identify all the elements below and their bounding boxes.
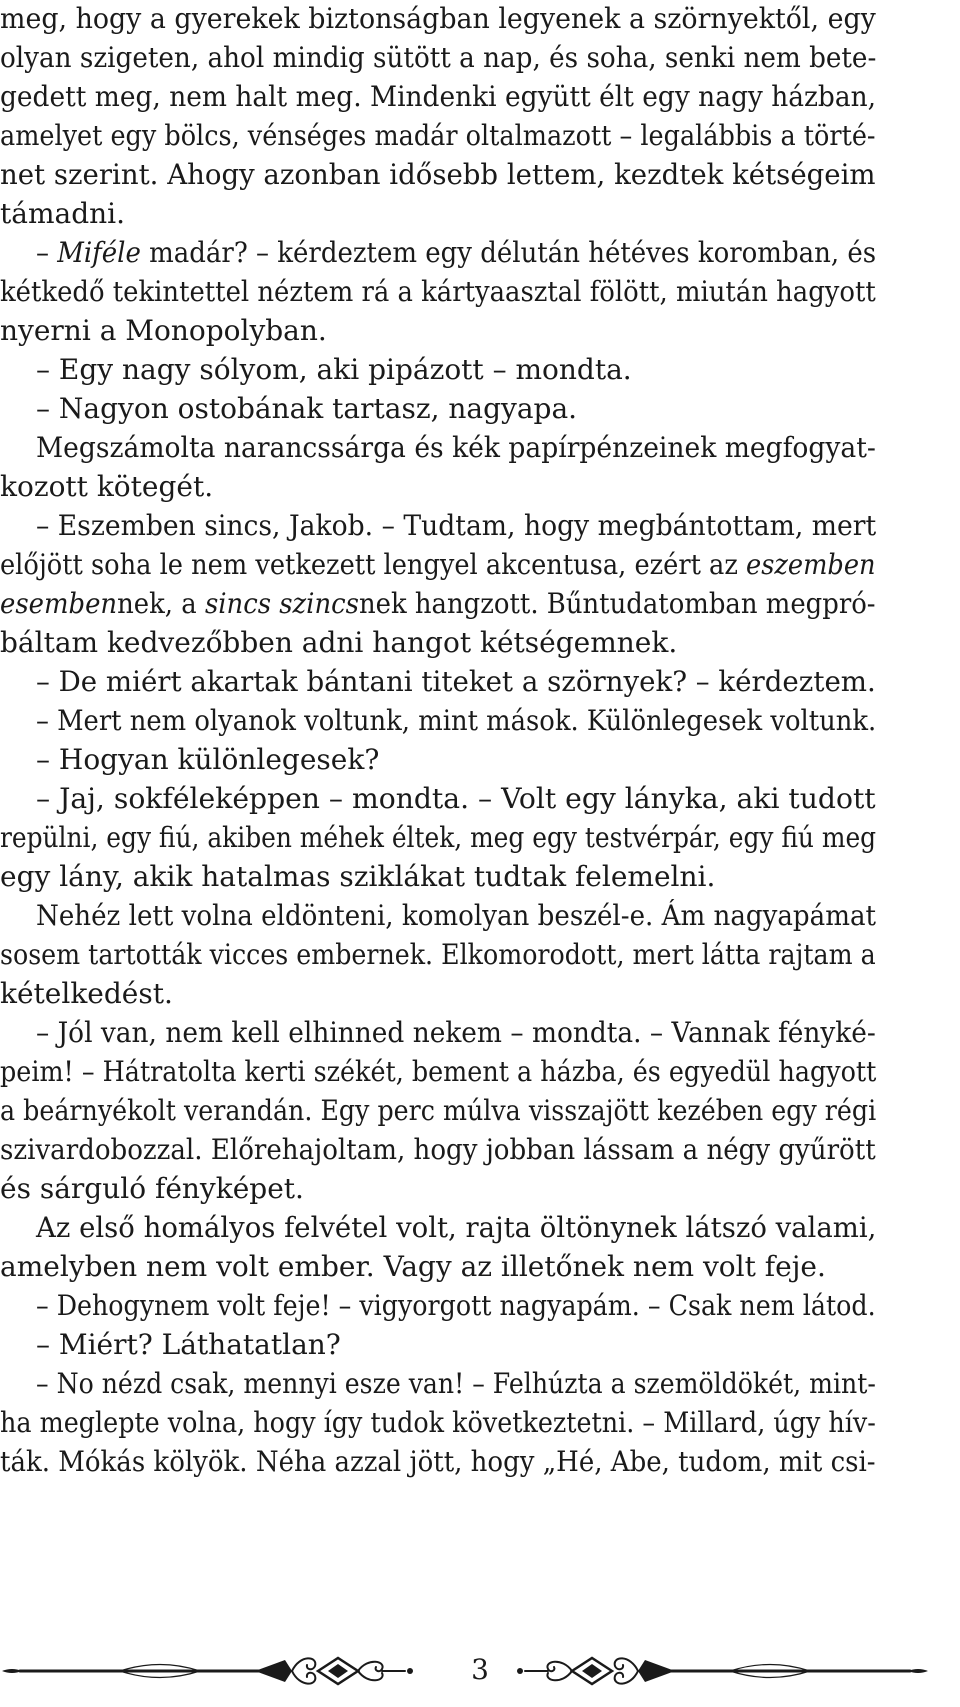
text-line: [0, 0, 960, 39]
italic-text: Miféle: [57, 236, 141, 269]
text-segment: ták. Mókás kölyök. Néha azzal jött, hogy „Hé, Abe, tudom, mit csi-: [0, 1445, 876, 1478]
text-segment: peim! – Hátratolta kerti székét, bement a házba, és egyedül hagyott: [0, 1055, 877, 1088]
text-segment: – Nagyon ostobának tartasz, nagyapa.: [36, 392, 578, 425]
text-segment: nyerni a Monopolyban.: [0, 314, 327, 347]
text-line: [0, 817, 960, 858]
text-segment: – Jól van, nem kell elhinned nekem – mondta. – Vannak fényké-: [36, 1016, 876, 1049]
text-segment: szivardobozzal. Előrehajoltam, hogy jobban lássam a négy gyűrött: [0, 1133, 876, 1166]
text-line: [0, 193, 960, 234]
text-segment: támadni.: [0, 197, 126, 230]
text-segment: amelyben nem volt ember. Vagy az illetőnek nem volt feje.: [0, 1250, 826, 1283]
text-line: [36, 739, 960, 780]
text-line: [0, 1129, 960, 1170]
text-segment: –: [36, 236, 58, 269]
text-line: [0, 271, 960, 312]
page-number: 3: [471, 1653, 489, 1686]
text-line: [36, 1324, 960, 1365]
text-segment: kozott kötegét.: [0, 470, 214, 503]
text-line: [0, 1051, 960, 1092]
text-line: [36, 895, 960, 936]
text-segment: repülni, egy fiú, akiben méhek éltek, meg egy testvérpár, egy fiú meg: [0, 821, 877, 854]
italic-text: esemben: [0, 587, 118, 620]
italic-text: eszemben: [746, 548, 876, 581]
text-line: [0, 544, 960, 585]
text-line: [36, 778, 960, 819]
text-line: [0, 1246, 960, 1287]
text-segment: meg, hogy a gyerekek biztonságban legyenek a szörnyektől, egy: [0, 2, 876, 35]
text-segment: – De miért akartak bántani titeket a szörnyek? – kérdeztem.: [36, 665, 876, 698]
text-segment: ha meglepte volna, hogy így tudok következtetni. – Millard, úgy hív-: [0, 1406, 876, 1439]
page-footer: [0, 1640, 960, 1700]
text-line: [0, 115, 960, 156]
text-line: [0, 76, 960, 117]
text-segment: – Dehogynem volt feje! – vigyorgott nagyapám. – Csak nem látod.: [36, 1289, 876, 1322]
text-segment: kételkedést.: [0, 977, 173, 1010]
text-segment: – No nézd csak, mennyi esze van! – Felhúzta a szemöldökét, mint-: [36, 1367, 876, 1400]
text-line: [36, 1285, 960, 1326]
text-segment: a beárnyékolt verandán. Egy perc múlva visszajött kezében egy régi: [0, 1094, 877, 1127]
text-segment: sosem tartották vicces embernek. Elkomorodott, mert látta rajtam a: [0, 938, 876, 971]
text-line: [36, 1012, 960, 1053]
text-segment: nek hangzott. Bűntudatomban megpró-: [358, 587, 876, 620]
text-line: [0, 1441, 960, 1482]
text-line: [0, 310, 960, 351]
text-segment: gedett meg, nem halt meg. Mindenki együtt élt egy nagy házban,: [0, 80, 877, 113]
text-segment: – Jaj, sokféleképpen – mondta. – Volt egy lányka, aki tudott: [36, 782, 876, 815]
italic-text: sincs szincs: [204, 587, 359, 620]
text-line: [0, 583, 960, 624]
text-segment: amelyet egy bölcs, vénséges madár oltalmazott – legalábbis a törté-: [0, 119, 876, 152]
text-line: [36, 1207, 960, 1248]
text-segment: Nehéz lett volna eldönteni, komolyan beszél-e. Ám nagyapámat: [36, 899, 877, 932]
text-segment: – Eszemben sincs, Jakob. – Tudtam, hogy megbántottam, mert: [36, 509, 877, 542]
text-segment: egy lány, akik hatalmas sziklákat tudtak felemelni.: [0, 860, 716, 893]
text-segment: – Miért? Láthatatlan?: [36, 1328, 341, 1361]
text-line: [36, 661, 960, 702]
text-line: [0, 154, 960, 195]
text-line: [0, 466, 960, 507]
text-segment: nek, a: [117, 587, 205, 620]
text-segment: – Mert nem olyanok voltunk, mint mások. Különlegesek voltunk.: [36, 704, 877, 737]
text-line: [36, 505, 960, 546]
text-line: [0, 1402, 960, 1443]
text-segment: Az első homályos felvétel volt, rajta öltönynek látszó valami,: [36, 1211, 877, 1244]
right-ornament-icon: [510, 1640, 930, 1700]
text-segment: Megszámolta narancssárga és kék papírpénzeinek megfogyat-: [36, 431, 876, 464]
text-line: [36, 388, 960, 429]
text-segment: előjött soha le nem vetkezett lengyel akcentusa, ezért az: [0, 548, 747, 581]
text-line: [0, 856, 960, 897]
text-line: [36, 1363, 960, 1404]
text-line: [0, 973, 960, 1014]
text-segment: madár? – kérdeztem egy délután hétéves koromban, és: [140, 236, 877, 269]
text-segment: és sárguló fényképet.: [0, 1172, 304, 1205]
text-segment: kétkedő tekintettel néztem rá a kártyaasztal fölött, miután hagyott: [0, 275, 876, 308]
text-line: [36, 700, 960, 741]
left-ornament-icon: [0, 1640, 420, 1700]
text-line: [0, 934, 960, 975]
text-line: [0, 1168, 960, 1209]
text-line: [36, 427, 960, 468]
text-line: [36, 232, 960, 273]
text-line: [36, 349, 960, 390]
text-segment: olyan szigeten, ahol mindig sütött a nap, és soha, senki nem bete-: [0, 41, 877, 74]
text-segment: báltam kedvezőbben adni hangot kétségemnek.: [0, 626, 678, 659]
text-line: [0, 37, 960, 78]
text-line: [0, 1090, 960, 1131]
text-segment: – Egy nagy sólyom, aki pipázott – mondta.: [36, 353, 632, 386]
text-segment: net szerint. Ahogy azonban idősebb lettem, kezdtek kétségeim: [0, 158, 876, 191]
text-line: [0, 622, 960, 663]
text-segment: – Hogyan különlegesek?: [36, 743, 380, 776]
